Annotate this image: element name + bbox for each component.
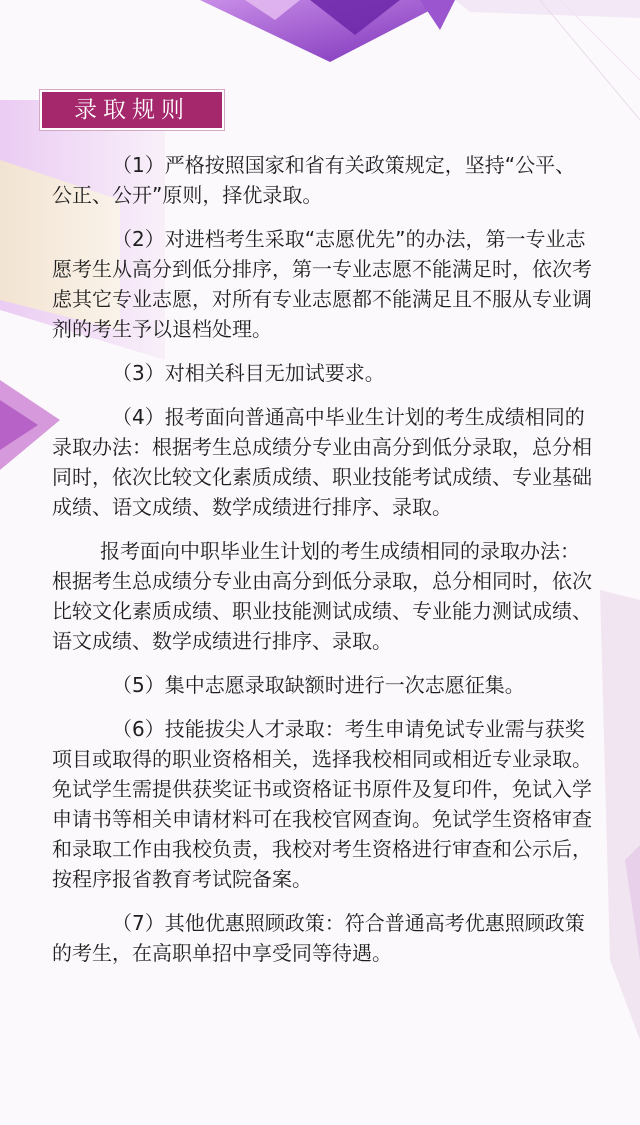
section-title: 录取规则 [40, 90, 224, 130]
rule-paragraph: （7）其他优惠照顾政策：符合普通高考优惠照顾政策的考生，在高职单招中享受同等待遇。 [52, 911, 585, 965]
rule-paragraph: （6）技能拔尖人才录取：考生申请免试专业需与获奖项目或取得的职业资格相关，选择我校相同或相近专业录取。免试学生需提供获奖证书或资格证书原件及复印件，免试入学申请书等相关申请材料可在我校官网查询。免试学生资格审查和录取工作由我校负责，我校对考生资格进行审查和公示后，按程序报省教育考试院备案。 [52, 717, 592, 891]
rule-paragraph: （4）报考面向普通高中毕业生计划的考生成绩相同的录取办法：根据考生总成绩分专业由高分到低分录取，总分相同时，依次比较文化素质成绩、职业技能考试成绩、专业基础成绩、语文成绩、数学成绩进行排序、录取。 [52, 405, 592, 519]
rule-paragraph: （3）对相关科目无加试要求。 [112, 361, 385, 385]
rule-paragraph: 报考面向中职毕业生计划的考生成绩相同的录取办法：根据考生总成绩分专业由高分到低分录取，总分相同时，依次比较文化素质成绩、职业技能测试成绩、专业能力测试成绩、语文成绩、数学成绩进行排序、录取。 [52, 539, 592, 653]
rule-paragraph: （5）集中志愿录取缺额时进行一次志愿征集。 [112, 673, 525, 697]
rules-body [52, 150, 592, 982]
rule-paragraph: （2）对进档考生采取“志愿优先”的办法，第一专业志愿考生从高分到低分排序，第一专业志愿不能满足时，依次考虑其它专业志愿，对所有专业志愿都不能满足且不服从专业调剂的考生予以退档处理。 [52, 227, 592, 341]
rule-paragraph: （1）严格按照国家和省有关政策规定，坚持“公平、公正、公开”原则，择优录取。 [52, 153, 576, 207]
